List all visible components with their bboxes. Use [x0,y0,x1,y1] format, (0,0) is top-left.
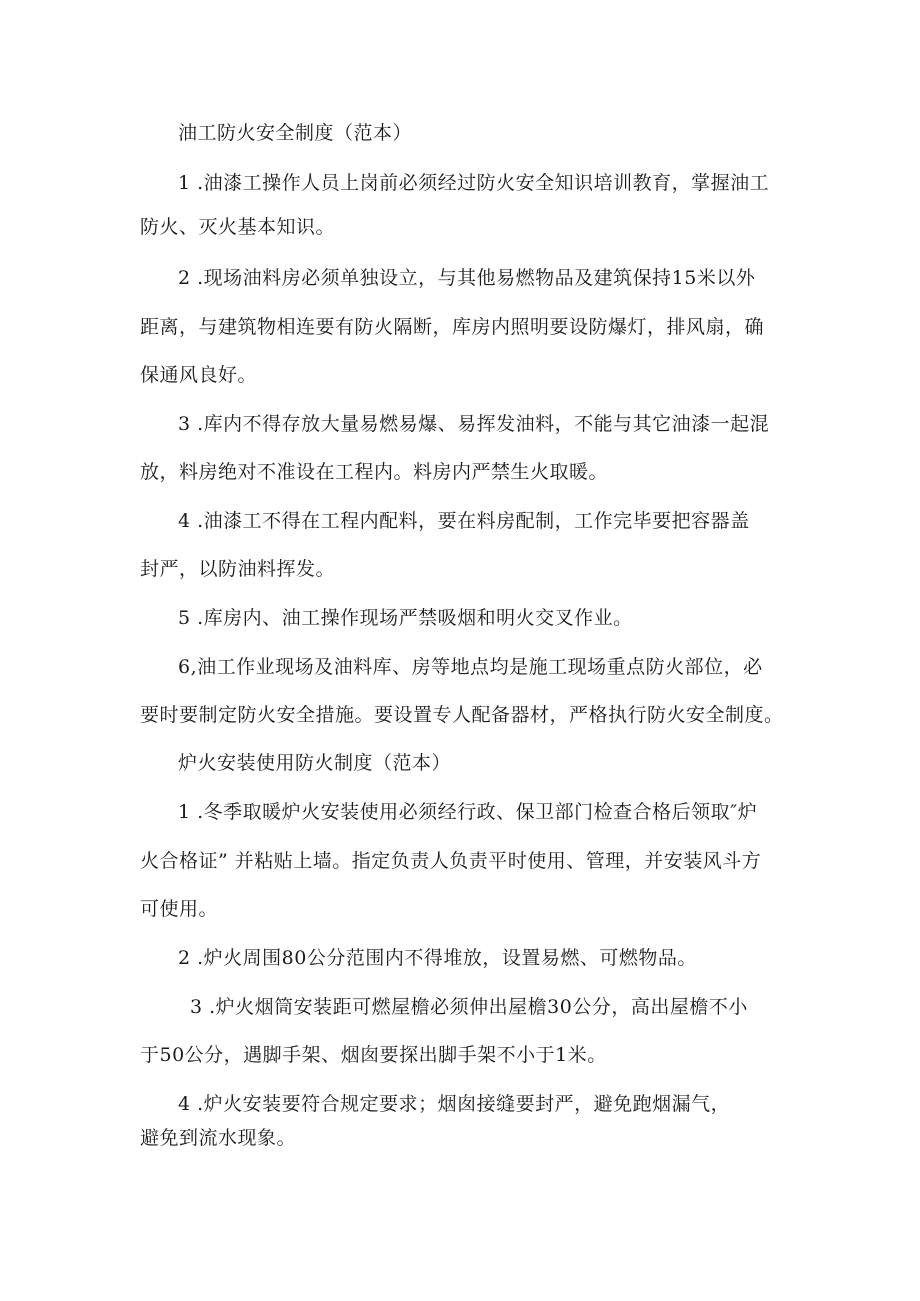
section-2-item-1-line-2: 火合格证” 并粘贴上墙。指定负责人负责平时使用、管理，并安装风斗方 [140,850,762,872]
section-2-item-4-line-1: 4 .炉火安装要符合规定要求；烟囱接缝要封严，避免跑烟漏气， [178,1093,731,1115]
section-2-item-4-line-2: 避免到流水现象。 [140,1127,297,1149]
section-2-item-2-line-1: 2 .炉火周围80公分范围内不得堆放，设置易燃、可燃物品。 [178,947,697,969]
section-1-item-1-line-1: 1 .油漆工操作人员上岗前必须经过防火安全知识培训教育，掌握油工 [178,172,770,194]
section-1-item-2-line-2: 距离，与建筑物相连要有防火隔断，库房内照明要设防爆灯，排风扇，确 [140,316,765,338]
section-1-item-6-line-1: 6,油工作业现场及油料库、房等地点均是施工现场重点防火部位，必 [178,656,763,678]
section-2-item-1-line-1: 1 .冬季取暖炉火安装使用必须经行政、保卫部门检查合格后领取″炉 [178,801,758,823]
section-1-title: 油工防火安全制度（范本） [178,122,413,144]
section-1-item-4-line-1: 4 .油漆工不得在工程内配料，要在料房配制，工作完毕要把容器盖 [178,510,750,532]
section-2-title: 炉火安装使用防火制度（范本） [178,752,452,774]
section-1-item-3-line-2: 放，料房绝对不准设在工程内。料房内严禁生火取暖。 [140,461,609,483]
section-2-item-3-line-2: 于50公分，遇脚手架、烟囱要探出脚手架不小于1米。 [140,1044,607,1066]
section-1-item-2-line-1: 2 .现场油料房必须单独设立，与其他易燃物品及建筑保持15米以外 [178,267,756,289]
section-1-item-6-line-2: 要时要制定防火安全措施。要设置专人配备器材，严格执行防火安全制度。 [140,704,784,726]
section-1-item-1-line-2: 防火、灭火基本知识。 [140,216,336,238]
section-1-item-5-line-1: 5 .库房内、油工操作现场严禁吸烟和明火交叉作业。 [178,607,633,629]
section-1-item-2-line-3: 保通风良好。 [140,364,258,386]
section-2-item-1-line-3: 可使用。 [140,898,219,920]
section-1-item-4-line-2: 封严，以防油料挥发。 [140,558,336,580]
section-1-item-3-line-1: 3 .库内不得存放大量易燃易爆、易挥发油料，不能与其它油漆一起混 [178,413,770,435]
section-2-item-3-line-1: 3 .炉火烟筒安装距可燃屋檐必须伸出屋檐30公分，高出屋檐不小 [190,996,748,1018]
